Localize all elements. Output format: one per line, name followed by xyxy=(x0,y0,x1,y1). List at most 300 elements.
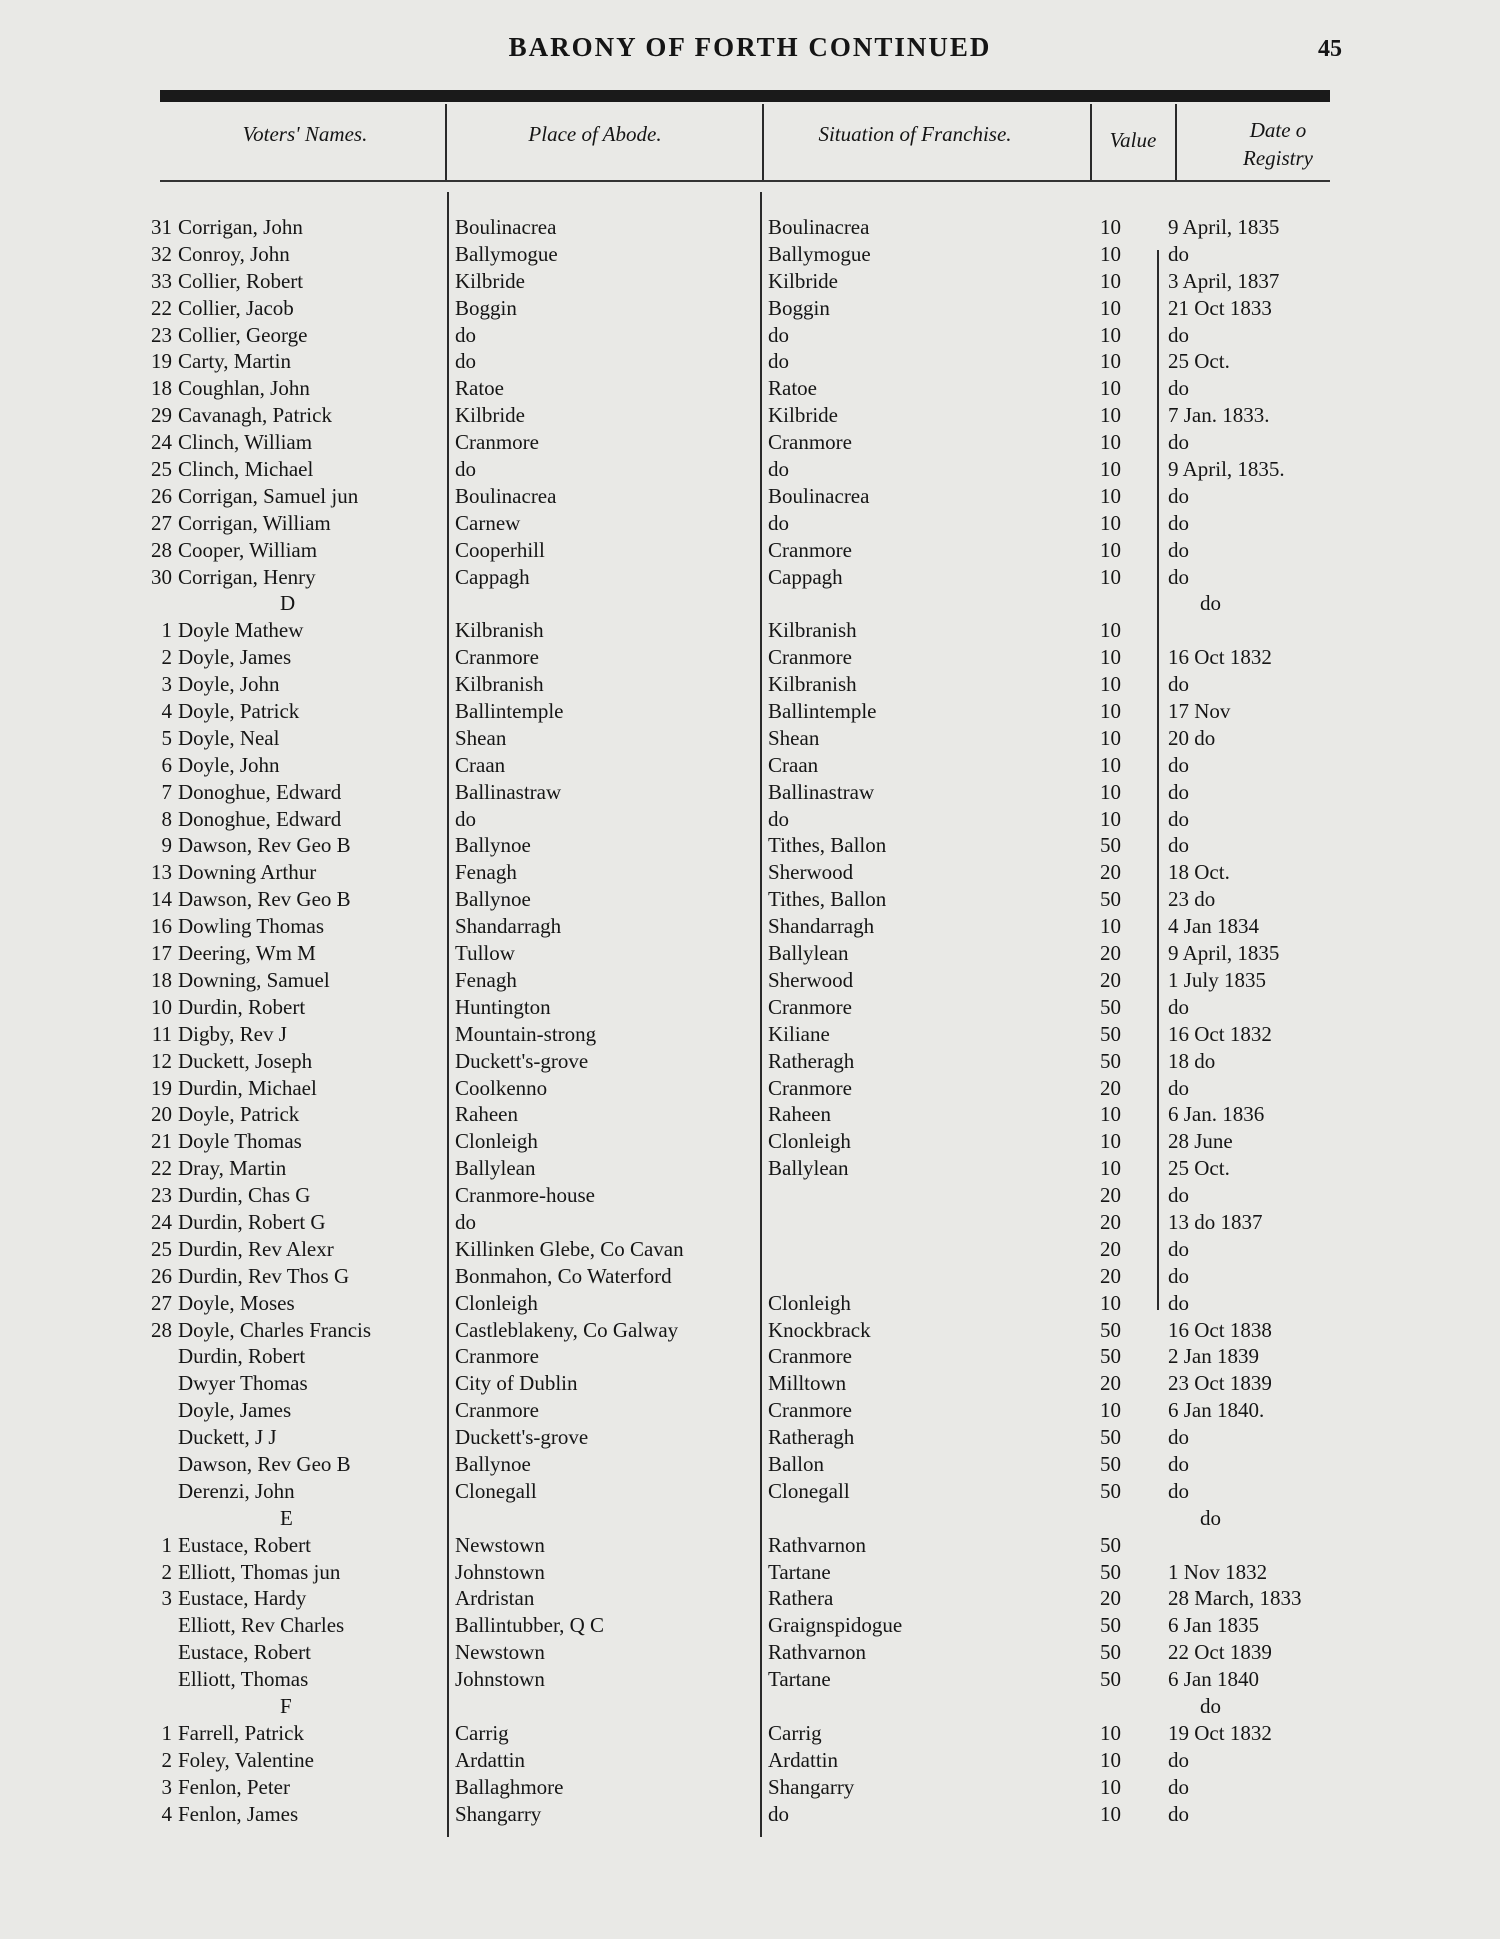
voter-name: Doyle, Patrick xyxy=(178,1102,300,1127)
table-row xyxy=(0,456,1500,483)
table-row xyxy=(0,268,1500,295)
voter-number: 4 xyxy=(161,699,172,724)
place-of-abode: Newstown xyxy=(455,1532,545,1557)
registry-date: 9 April, 1835. xyxy=(1168,457,1285,482)
franchise-value: 20 xyxy=(1100,1371,1121,1396)
voter-name: Digby, Rev J xyxy=(178,1021,287,1046)
table-row xyxy=(0,1155,1500,1182)
registry-date: 21 Oct 1833 xyxy=(1168,295,1272,320)
table-row xyxy=(0,752,1500,779)
place-of-abode: Kilbride xyxy=(455,403,525,428)
place-of-abode: Duckett's-grove xyxy=(455,1425,589,1450)
voter-name: Doyle, James xyxy=(178,1398,292,1423)
table-row xyxy=(0,1290,1500,1317)
place-of-abode: do xyxy=(455,349,476,374)
place-of-abode: Shean xyxy=(455,725,507,750)
voter-name: Fenlon, James xyxy=(178,1801,299,1826)
voter-name: Durdin, Robert xyxy=(178,1344,306,1369)
situation-of-franchise: Boulinacrea xyxy=(768,483,870,508)
registry-date: do xyxy=(1168,376,1189,401)
place-of-abode: Cranmore-house xyxy=(455,1183,595,1208)
voter-name: Doyle, Neal xyxy=(178,725,280,750)
franchise-value: 50 xyxy=(1100,1451,1121,1476)
table-row xyxy=(0,1317,1500,1344)
situation-of-franchise: Knockbrack xyxy=(768,1317,871,1342)
section-letter: D xyxy=(280,591,296,616)
franchise-value: 10 xyxy=(1100,457,1121,482)
franchise-value: 10 xyxy=(1100,1720,1121,1745)
registry-date: do xyxy=(1168,537,1189,562)
franchise-value: 20 xyxy=(1100,1209,1121,1234)
place-of-abode: Cooperhill xyxy=(455,537,545,562)
franchise-value: 10 xyxy=(1100,618,1121,643)
registry-date: do xyxy=(1168,564,1189,589)
voter-name: Conroy, John xyxy=(178,241,290,266)
voter-number: 17 xyxy=(151,941,172,966)
registry-date: 16 Oct 1838 xyxy=(1168,1317,1272,1342)
franchise-value: 50 xyxy=(1100,833,1121,858)
place-of-abode: Ballintemple xyxy=(455,699,564,724)
table-row xyxy=(0,967,1500,994)
registry-date: do xyxy=(1168,1774,1189,1799)
voter-name: Doyle, John xyxy=(178,672,280,697)
voter-number: 6 xyxy=(161,752,172,777)
table-row xyxy=(0,1532,1500,1559)
voter-number: 24 xyxy=(151,1209,172,1234)
situation-of-franchise: Cranmore xyxy=(768,994,852,1019)
place-of-abode: Ballymogue xyxy=(455,241,558,266)
voter-name: Doyle, Moses xyxy=(178,1290,295,1315)
voter-number: 23 xyxy=(151,1183,172,1208)
voter-number: 2 xyxy=(161,645,172,670)
place-of-abode: Ardristan xyxy=(455,1586,535,1611)
section-letter: F xyxy=(280,1693,292,1718)
voter-number: 26 xyxy=(151,483,172,508)
franchise-value: 10 xyxy=(1100,1156,1121,1181)
registry-date: 9 April, 1835 xyxy=(1168,941,1280,966)
registry-date: do xyxy=(1168,1236,1189,1261)
situation-of-franchise: Carrig xyxy=(768,1720,822,1745)
voter-name: Collier, Robert xyxy=(178,268,304,293)
place-of-abode: do xyxy=(455,806,476,831)
place-of-abode: Mountain-strong xyxy=(455,1021,597,1046)
franchise-value: 10 xyxy=(1100,672,1121,697)
registry-date: 1 July 1835 xyxy=(1168,967,1267,992)
voter-name: Elliott, Thomas jun xyxy=(178,1559,341,1584)
place-of-abode: Fenagh xyxy=(455,860,517,885)
place-of-abode: Shandarragh xyxy=(455,914,562,939)
franchise-value: 10 xyxy=(1100,268,1121,293)
table-row xyxy=(0,483,1500,510)
table-row xyxy=(0,1263,1500,1290)
franchise-value: 10 xyxy=(1100,914,1121,939)
page-number: 45 xyxy=(1318,36,1342,62)
registry-date: 19 Oct 1832 xyxy=(1168,1720,1272,1745)
voter-number: 22 xyxy=(151,1156,172,1181)
registry-date: 28 June xyxy=(1168,1129,1233,1154)
voter-name: Eustace, Robert xyxy=(178,1640,311,1665)
registry-date: do xyxy=(1168,322,1189,347)
place-of-abode: do xyxy=(455,322,476,347)
voter-number: 27 xyxy=(151,510,172,535)
situation-of-franchise: Cranmore xyxy=(768,430,852,455)
franchise-value: 10 xyxy=(1100,349,1121,374)
place-of-abode: Kilbride xyxy=(455,268,525,293)
voter-name: Durdin, Robert G xyxy=(178,1209,326,1234)
table-row xyxy=(0,1370,1500,1397)
place-of-abode: Fenagh xyxy=(455,967,517,992)
header-rule-thin xyxy=(160,180,1330,182)
section-letter-row xyxy=(0,1693,1500,1720)
franchise-value: 50 xyxy=(1100,1317,1121,1342)
column-header-date-line2: Registry xyxy=(1243,146,1313,170)
voter-name: Durdin, Rev Alexr xyxy=(178,1236,334,1261)
registry-date: do xyxy=(1168,1290,1189,1315)
place-of-abode: Cranmore xyxy=(455,430,539,455)
registry-date: 28 March, 1833 xyxy=(1168,1586,1302,1611)
voter-name: Carty, Martin xyxy=(178,349,291,374)
voter-number: 31 xyxy=(151,215,172,239)
place-of-abode: Johnstown xyxy=(455,1559,545,1584)
registry-date: do xyxy=(1200,591,1221,616)
voter-name: Doyle Thomas xyxy=(178,1129,302,1154)
registry-date: 23 do xyxy=(1168,887,1216,912)
franchise-value: 10 xyxy=(1100,752,1121,777)
franchise-value: 20 xyxy=(1100,941,1121,966)
franchise-value: 50 xyxy=(1100,1640,1121,1665)
place-of-abode: Johnstown xyxy=(455,1667,545,1692)
voter-number: 19 xyxy=(151,1075,172,1100)
voter-number: 29 xyxy=(151,403,172,428)
situation-of-franchise: do xyxy=(768,510,789,535)
voter-name: Doyle, John xyxy=(178,752,280,777)
voter-number: 21 xyxy=(151,1129,172,1154)
franchise-value: 10 xyxy=(1100,806,1121,831)
franchise-value: 10 xyxy=(1100,1102,1121,1127)
franchise-value: 20 xyxy=(1100,860,1121,885)
voter-number: 22 xyxy=(151,295,172,320)
place-of-abode: Duckett's-grove xyxy=(455,1048,589,1073)
situation-of-franchise: Kilbranish xyxy=(768,618,857,643)
franchise-value: 50 xyxy=(1100,1532,1121,1557)
situation-of-franchise: Cranmore xyxy=(768,1398,852,1423)
situation-of-franchise: Craan xyxy=(768,752,819,777)
franchise-value: 10 xyxy=(1100,322,1121,347)
situation-of-franchise: Boggin xyxy=(768,295,830,320)
voter-name: Dawson, Rev Geo B xyxy=(178,887,351,912)
table-row xyxy=(0,1021,1500,1048)
table-row xyxy=(0,1048,1500,1075)
situation-of-franchise: Ratoe xyxy=(768,376,817,401)
voter-name: Corrigan, Samuel jun xyxy=(178,483,359,508)
franchise-value: 20 xyxy=(1100,1586,1121,1611)
voter-number: 24 xyxy=(151,430,172,455)
situation-of-franchise: Milltown xyxy=(768,1371,847,1396)
place-of-abode: Ballinastraw xyxy=(455,779,562,804)
voter-number: 3 xyxy=(161,672,172,697)
voter-name: Elliott, Rev Charles xyxy=(178,1613,345,1638)
voter-name: Durdin, Michael xyxy=(178,1075,317,1100)
column-header-date xyxy=(1178,116,1378,172)
table-row xyxy=(0,1101,1500,1128)
voter-number: 4 xyxy=(161,1801,172,1826)
situation-of-franchise: Raheen xyxy=(768,1102,831,1127)
franchise-value: 10 xyxy=(1100,699,1121,724)
table-row xyxy=(0,913,1500,940)
voter-name: Downing Arthur xyxy=(178,860,317,885)
registry-date: do xyxy=(1200,1505,1221,1530)
voter-name: Elliott, Thomas xyxy=(178,1667,309,1692)
registry-date: do xyxy=(1168,806,1189,831)
voter-number: 3 xyxy=(161,1586,172,1611)
situation-of-franchise: Ballintemple xyxy=(768,699,877,724)
table-row xyxy=(0,564,1500,591)
registry-date: 1 Nov 1832 xyxy=(1168,1559,1268,1584)
voter-name: Downing, Samuel xyxy=(178,967,330,992)
registry-date: 16 Oct 1832 xyxy=(1168,1021,1272,1046)
place-of-abode: Clonleigh xyxy=(455,1129,538,1154)
situation-of-franchise: Clonleigh xyxy=(768,1290,851,1315)
registry-date: 22 Oct 1839 xyxy=(1168,1640,1272,1665)
voter-number: 23 xyxy=(151,322,172,347)
situation-of-franchise: Ballon xyxy=(768,1451,824,1476)
table-row xyxy=(0,1209,1500,1236)
column-header-date-line1: Date o xyxy=(1249,118,1307,142)
franchise-value: 50 xyxy=(1100,1425,1121,1450)
situation-of-franchise: Shean xyxy=(768,725,820,750)
voter-name: Collier, George xyxy=(178,322,308,347)
registry-date: 7 Jan. 1833. xyxy=(1168,403,1270,428)
registry-date: 6 Jan 1840 xyxy=(1168,1667,1259,1692)
franchise-value: 50 xyxy=(1100,1344,1121,1369)
registry-date: 17 Nov xyxy=(1168,699,1231,724)
voter-name: Farrell, Patrick xyxy=(178,1720,304,1745)
registry-date: do xyxy=(1168,672,1189,697)
voter-number: 1 xyxy=(161,1532,172,1557)
voter-name: Durdin, Rev Thos G xyxy=(178,1263,350,1288)
franchise-value: 10 xyxy=(1100,1747,1121,1772)
voter-number: 1 xyxy=(161,1720,172,1745)
registry-date: do xyxy=(1168,1747,1189,1772)
voter-table xyxy=(0,214,1500,1827)
registry-date: do xyxy=(1168,241,1189,266)
registry-date: do xyxy=(1168,1478,1189,1503)
place-of-abode: Boulinacrea xyxy=(455,483,557,508)
registry-date: 20 do xyxy=(1168,725,1216,750)
table-row xyxy=(0,994,1500,1021)
registry-date: do xyxy=(1168,1451,1189,1476)
table-row xyxy=(0,375,1500,402)
voter-name: Cavanagh, Patrick xyxy=(178,403,332,428)
voter-number: 7 xyxy=(161,779,172,804)
table-row xyxy=(0,617,1500,644)
table-row xyxy=(0,1747,1500,1774)
place-of-abode: do xyxy=(455,457,476,482)
franchise-value: 50 xyxy=(1100,1667,1121,1692)
voter-number: 11 xyxy=(151,1021,172,1046)
situation-of-franchise: do xyxy=(768,457,789,482)
situation-of-franchise: Tartane xyxy=(768,1667,831,1692)
column-header-situation: Situation of Franchise. xyxy=(818,122,1012,146)
place-of-abode: Killinken Glebe, Co Cavan xyxy=(455,1236,684,1261)
voter-name: Corrigan, John xyxy=(178,215,303,239)
table-row xyxy=(0,1128,1500,1155)
column-divider xyxy=(1090,104,1092,180)
situation-of-franchise: Ratheragh xyxy=(768,1048,855,1073)
registry-date: 18 Oct. xyxy=(1168,860,1230,885)
place-of-abode: Castleblakeny, Co Galway xyxy=(455,1317,679,1342)
situation-of-franchise: Graignspidogue xyxy=(768,1613,903,1638)
voter-name: Durdin, Robert xyxy=(178,994,306,1019)
situation-of-franchise: Cranmore xyxy=(768,537,852,562)
franchise-value: 10 xyxy=(1100,483,1121,508)
situation-of-franchise: Ratheragh xyxy=(768,1425,855,1450)
table-row xyxy=(0,402,1500,429)
registry-date: do xyxy=(1168,483,1189,508)
table-row xyxy=(0,214,1500,241)
voter-number: 12 xyxy=(151,1048,172,1073)
registry-date: do xyxy=(1168,779,1189,804)
column-divider xyxy=(762,104,764,180)
registry-date: do xyxy=(1168,1263,1189,1288)
table-row xyxy=(0,1612,1500,1639)
section-letter-row xyxy=(0,1505,1500,1532)
voter-name: Eustace, Hardy xyxy=(178,1586,307,1611)
section-letter: E xyxy=(280,1505,293,1530)
voter-name: Dawson, Rev Geo B xyxy=(178,833,351,858)
section-letter-row xyxy=(0,590,1500,617)
franchise-value: 10 xyxy=(1100,510,1121,535)
situation-of-franchise: do xyxy=(768,349,789,374)
place-of-abode: Cranmore xyxy=(455,1398,539,1423)
place-of-abode: Boggin xyxy=(455,295,517,320)
situation-of-franchise: do xyxy=(768,322,789,347)
voter-name: Dray, Martin xyxy=(178,1156,287,1181)
place-of-abode: Ratoe xyxy=(455,376,504,401)
situation-of-franchise: Kilbranish xyxy=(768,672,857,697)
registry-date: 6 Jan 1840. xyxy=(1168,1398,1265,1423)
franchise-value: 50 xyxy=(1100,1048,1121,1073)
page-title: BARONY OF FORTH CONTINUED xyxy=(508,32,992,62)
registry-date: do xyxy=(1168,1183,1189,1208)
place-of-abode: Kilbranish xyxy=(455,618,544,643)
table-row xyxy=(0,1639,1500,1666)
voter-number: 25 xyxy=(151,1236,172,1261)
column-divider xyxy=(1175,104,1177,180)
registry-date: do xyxy=(1168,1075,1189,1100)
table-row xyxy=(0,1801,1500,1828)
table-row xyxy=(0,322,1500,349)
header-rule-thick xyxy=(160,90,1330,102)
franchise-value: 10 xyxy=(1100,376,1121,401)
voter-number: 14 xyxy=(151,887,172,912)
place-of-abode: Ballynoe xyxy=(455,833,531,858)
franchise-value: 10 xyxy=(1100,1129,1121,1154)
table-row xyxy=(0,698,1500,725)
voter-number: 27 xyxy=(151,1290,172,1315)
franchise-value: 10 xyxy=(1100,1290,1121,1315)
franchise-value: 50 xyxy=(1100,1478,1121,1503)
voter-name: Collier, Jacob xyxy=(178,295,294,320)
voter-number: 25 xyxy=(151,457,172,482)
table-row xyxy=(0,671,1500,698)
registry-date: 2 Jan 1839 xyxy=(1168,1344,1259,1369)
voter-number: 2 xyxy=(161,1559,172,1584)
place-of-abode: Clonegall xyxy=(455,1478,537,1503)
franchise-value: 20 xyxy=(1100,1263,1121,1288)
voter-name: Doyle, James xyxy=(178,645,292,670)
situation-of-franchise: Ballinastraw xyxy=(768,779,875,804)
situation-of-franchise: Rathera xyxy=(768,1586,834,1611)
place-of-abode: Ardattin xyxy=(455,1747,525,1772)
table-row xyxy=(0,806,1500,833)
table-row xyxy=(0,241,1500,268)
voter-number: 18 xyxy=(151,376,172,401)
situation-of-franchise: Kilbride xyxy=(768,403,838,428)
voter-number: 2 xyxy=(161,1747,172,1772)
situation-of-franchise: Cranmore xyxy=(768,1344,852,1369)
voter-number: 33 xyxy=(151,268,172,293)
registry-date: 25 Oct. xyxy=(1168,349,1230,374)
place-of-abode: Newstown xyxy=(455,1640,545,1665)
voter-name: Cooper, William xyxy=(178,537,318,562)
voter-name: Clinch, Michael xyxy=(178,457,314,482)
table-row xyxy=(0,1424,1500,1451)
situation-of-franchise: Kilbride xyxy=(768,268,838,293)
column-header-abode: Place of Abode. xyxy=(528,122,662,146)
column-header-value: Value xyxy=(1109,128,1157,152)
column-header-names: Voters' Names. xyxy=(242,122,368,146)
voter-number: 16 xyxy=(151,914,172,939)
franchise-value: 10 xyxy=(1100,645,1121,670)
voter-name: Clinch, William xyxy=(178,430,313,455)
situation-of-franchise: Shandarragh xyxy=(768,914,875,939)
situation-of-franchise: do xyxy=(768,1801,789,1826)
situation-of-franchise: do xyxy=(768,806,789,831)
registry-date: do xyxy=(1168,994,1189,1019)
franchise-value: 10 xyxy=(1100,1398,1121,1423)
registry-date: do xyxy=(1168,510,1189,535)
place-of-abode: Cranmore xyxy=(455,1344,539,1369)
voter-name: Coughlan, John xyxy=(178,376,310,401)
franchise-value: 10 xyxy=(1100,403,1121,428)
table-row xyxy=(0,644,1500,671)
registry-date: do xyxy=(1168,752,1189,777)
franchise-value: 20 xyxy=(1100,1236,1121,1261)
voter-name: Fenlon, Peter xyxy=(178,1774,290,1799)
registry-date: 16 Oct 1832 xyxy=(1168,645,1272,670)
voter-name: Foley, Valentine xyxy=(178,1747,314,1772)
table-row xyxy=(0,859,1500,886)
situation-of-franchise: Ballylean xyxy=(768,941,849,966)
table-row xyxy=(0,940,1500,967)
voter-number: 13 xyxy=(151,860,172,885)
registry-date: 6 Jan 1835 xyxy=(1168,1613,1259,1638)
place-of-abode: Kilbranish xyxy=(455,672,544,697)
franchise-value: 10 xyxy=(1100,1801,1121,1826)
situation-of-franchise: Rathvarnon xyxy=(768,1640,866,1665)
table-row xyxy=(0,725,1500,752)
situation-of-franchise: Cranmore xyxy=(768,1075,852,1100)
situation-of-franchise: Ballylean xyxy=(768,1156,849,1181)
table-row xyxy=(0,1559,1500,1586)
registry-date: 25 Oct. xyxy=(1168,1156,1230,1181)
voter-name: Duckett, Joseph xyxy=(178,1048,313,1073)
situation-of-franchise: Tithes, Ballon xyxy=(768,833,887,858)
situation-of-franchise: Ardattin xyxy=(768,1747,838,1772)
place-of-abode: City of Dublin xyxy=(455,1371,578,1396)
registry-date: 4 Jan 1834 xyxy=(1168,914,1259,939)
